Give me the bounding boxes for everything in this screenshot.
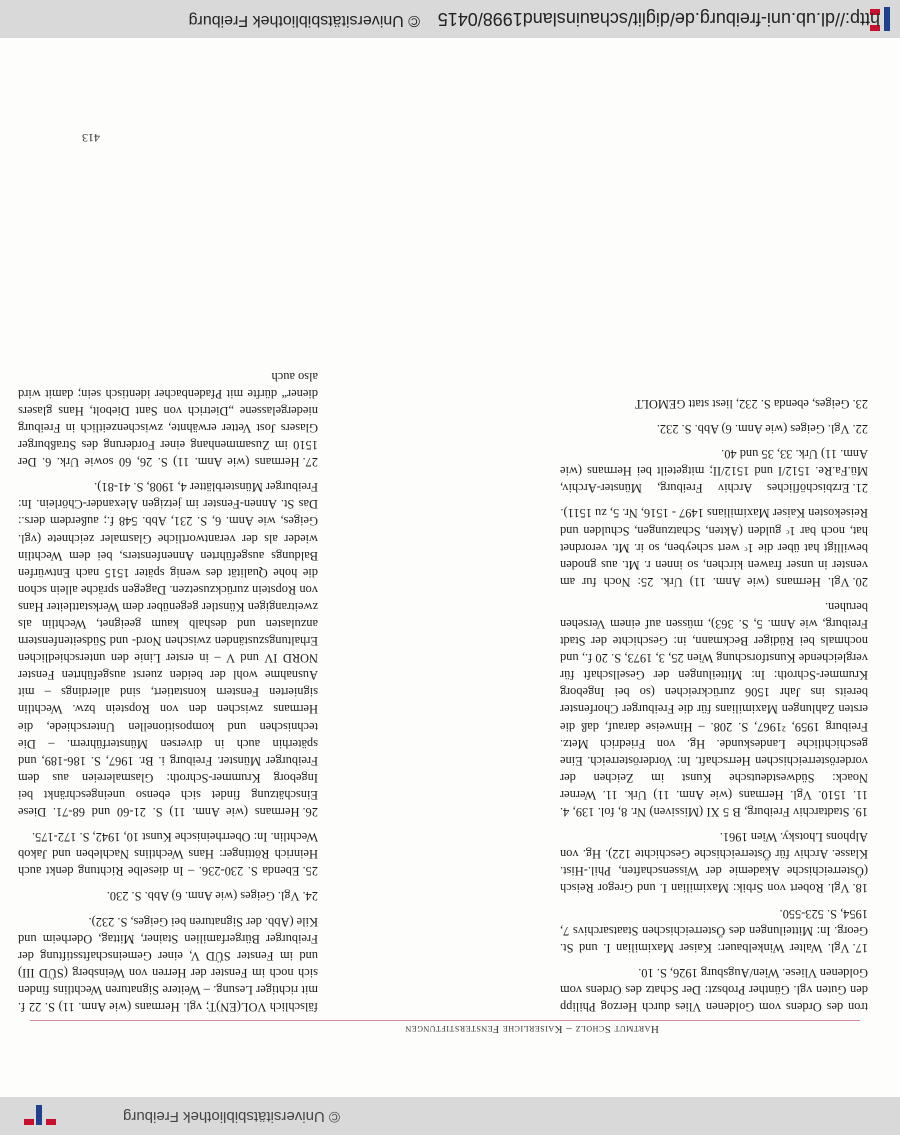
footnotes-left-column	[560, 387, 868, 1015]
footnote-text: Vgl. Hermans (wie Anm. 11) Urk. 25: Noch fur am venster in unser frawen kirchen, so innen r. Mt. aus gnoden bewilligt hat über die 1ᶜ wert scheyben, so ir. Mt. verordnet hat, noch bar 1ᶜ gulden (Akten, Schatzungen, Schulden und Reisekosten Kaiser Maximilians 1497 - 1516, Nr. 5, zu 1511).	[560, 506, 868, 589]
footnote	[18, 478, 318, 820]
footnote-text: Geiges, ebenda S. 232, liest statt GEMOLT	[634, 397, 850, 411]
footnote	[18, 912, 318, 1015]
footnote	[18, 828, 318, 879]
running-head-text: Hartmut Scholz – Kaiserliche Fensterstiftungen	[405, 1023, 659, 1035]
footnote	[560, 420, 868, 437]
footnote-text: Stadtarchiv Freiburg, B 5 XI (Missiven) Nr. 8, fol. 139, 4. 11. 1510. Vgl. Hermans (wie Anm. 11) Urk. 11. Werner Noack: Südwestdeutsche Kunst im Zeichen der vorderösterreichischen Herrschaft. In: Vorderösterreich. Eine geschichtliche Landeskunde. Hg. von Friedrich Metz. Freiburg 1959, ²1967, S. 208. – Hinweise darauf, daß die ersten Zahlungen Maximilians für die Freiburger Chorfenster bereits ins Jahr 1506 zurückreichen (so bei Ingeborg Krummer-Schroth: In: Mitteilungen der Gesellschaft für vergleichende Kunstforschung Wien 25, 3, 1973, S. 20 f., und nochmals bei Rüdiger Beckmann, in: Geschichte der Stadt Freiburg, wie Anm. 5, S. 363), müssen auf einem Versehen beruhen.	[560, 599, 868, 820]
viewer-bottom-bar	[0, 0, 900, 38]
footnote-text: Ebenda S. 230-236. – In dieselbe Richtung denkt auch Heinrich Röttinger: Hans Wechtlins Nachleben und Jakob Wechtlin. In: Oberrheinische Kunst 10, 1942, S. 172-175.	[18, 830, 318, 879]
footnote	[560, 904, 868, 955]
footnote	[560, 395, 868, 412]
footnote	[18, 368, 318, 471]
running-head	[30, 1020, 860, 1035]
footnote	[18, 887, 318, 904]
footnote-text: Vgl. Walter Winkelbauer: Kaiser Maximilian I. und St. Georg. In: Mitteilungen des Österreichischen Staatsarchivs 7, 1954, S. 523-550.	[560, 906, 868, 955]
footnote-text: Hermans (wie Anm. 11) S. 21-60 und 68-71. Diese Einschätzung findet sich ebenso uneingeschränkt bei Ingeborg Krummer-Schroth: Glasmalereien aus dem Freiburger Münster. Freiburg i. Br. 1967, S. 186-189, und späterhin auch in diversen Münsterführern. – Die technischen und kompositionellen Unterschiede, die Hermans zwischen den von Ropstein bzw. Wechtlin signierten Fenstern konstatiert, sind allerdings – mit Ausnahme wohl der beiden zuerst ausgeführten Fenster NORD IV und V – in erster Linie den unterschiedlichen Erhaltungszuständen zwischen Nord- und Südseitenfenstern anzulasten und deshalb kaum geeignet, Wechtlin als zweitrangigen Künstler gegenüber dem Werkstattleiter Hans von Ropstein zurückzusetzen. Dagegen spräche allein schon die hohe Qualität des wenig später 1515 nach Entwürfen Baldungs ausgeführten Annenfensters, bei dem Wechtlin wieder als der verantwortliche Glasmaler zeichnete (vgl. Geiges, wie Anm. 6, S. 231, Abb. 548 f.; außerdem ders.: Das St. Annen-Fenster im jetzigen Alexander-Chörlein. In: Freiburger Münsterblätter 4, 1908, S. 41-81).	[18, 480, 318, 820]
footnote-number: 22.	[852, 422, 868, 437]
footnote-number: 27.	[302, 455, 318, 470]
footnote-number: 24.	[302, 889, 318, 904]
footnote-text: Erzbischöfliches Archiv Freiburg, Münster-Archiv, Mü.Fa.Re. 1512/I und 1512/II; mitgeteilt bei Hermans (wie Anm. 11) Urk. 33, 35 und 40.	[560, 447, 868, 496]
footnote-number: 20.	[852, 574, 868, 589]
footnote-text: Hermans (wie Anm. 11) S. 26, 60 sowie Urk. 6. Der 1510 im Zusammenhang einer Forderung des Straßburger Glasers Jost Vetter erwähnte, zwischenzeitlich in Freiburg niedergelassene „Dietrich von Sant Diebolt, Hans glasers diener“ dürfte mit Pfadenbacher identisch sein; damit wird also auch	[18, 369, 318, 470]
footnote	[560, 445, 868, 496]
viewer-top-bar	[0, 1097, 900, 1135]
page-number: 413	[82, 131, 100, 145]
footnote-number: 23.	[852, 397, 868, 411]
footnote	[560, 828, 868, 896]
copyright-text: © Universitätsbibliothek Freiburg	[123, 1108, 340, 1125]
page-url[interactable]: http://dl.ub.uni-freiburg.de/diglit/schauinsland1998/0415	[437, 9, 880, 29]
footnote-text: fälschlich VOL(EN)T; vgl. Hermans (wie Anm. 11) S. 22 f. mit richtiger Lesung. – Weitere Signaturen Wechtlins finden sich noch im Fenster der Herren von Weinsberg (SÜD III) und im Fenster SÜD V, einer Gemeinschaftsstiftung der Freiburger Bürgerfamilien Stainer, Mittag, Oderheim und Kile (Abb. der Signaturen bei Geiges, S. 232).	[18, 914, 318, 1014]
footnote-number: 25.	[302, 864, 318, 879]
footnote-number: 26.	[302, 805, 318, 820]
footnote-text: Vgl. Geiges (wie Anm. 6) Abb. S. 232.	[656, 422, 850, 437]
footnote-text: tron des Ordens vom Goldenen Vlies durch Herzog Philipp den Guten vgl. Günther Probszt: Der Schatz des Ordens vom Goldenen Vliese. Wien/Augsburg 1926, S. 10.	[560, 965, 868, 1014]
footnote	[560, 504, 868, 589]
footnotes-right-column	[18, 360, 318, 1015]
footnote-number: 21.	[852, 481, 868, 496]
footnote-text: Vgl. Geiges (wie Anm. 6) Abb. S. 230.	[106, 889, 300, 904]
footnote-text: Vgl. Robert von Srbik: Maximilian I. und Gregor Reisch (Österreichische Akademie der Wissenschaften, Phil.-Hist. Klasse. Archiv für Österreichische Geschichte 122). Hg. von Alphons Lhotsky. Wien 1961.	[560, 830, 868, 896]
footnote-number: 18.	[852, 881, 868, 896]
footnote	[560, 598, 868, 820]
footnote-number: 17.	[852, 940, 868, 955]
footnote	[560, 964, 868, 1015]
library-logo-icon	[20, 1101, 60, 1131]
footnote-number: 19.	[852, 805, 868, 820]
copyright-text: © Universitätsbibliothek Freiburg	[188, 12, 420, 29]
